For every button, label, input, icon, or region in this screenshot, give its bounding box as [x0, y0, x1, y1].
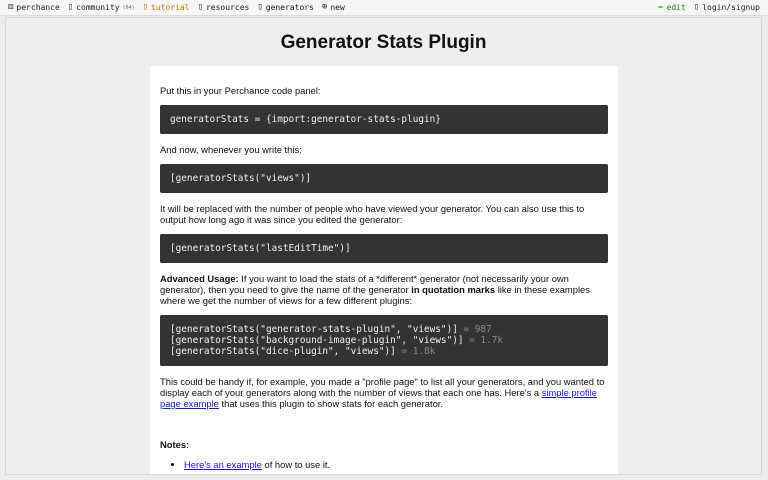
nav-edit[interactable] — [658, 3, 686, 12]
profile-text-part2: that uses this plugin to show stats for each generator. — [218, 398, 443, 409]
example-code: [generatorStats("background-image-plugin", "views")] — [170, 335, 464, 346]
example-line — [170, 324, 598, 335]
notes-list — [160, 459, 608, 470]
example-code: [generatorStats("generator-stats-plugin", "views")] — [170, 324, 458, 335]
tutorial-icon: ▯ — [142, 2, 149, 12]
code-block-import[interactable] — [160, 105, 608, 134]
nav-perchance[interactable] — [8, 3, 60, 12]
nav-community-label: community — [76, 3, 120, 12]
note-text: of how to use it. — [261, 459, 331, 470]
community-count-badge: (64) — [122, 4, 135, 11]
nav-resources-label: resources — [205, 3, 250, 12]
nav-new-label: new — [330, 3, 345, 12]
nav-new[interactable] — [322, 3, 345, 12]
note-item — [184, 459, 608, 470]
nav-tutorial[interactable] — [143, 3, 190, 12]
nav-left — [8, 3, 345, 12]
plus-circle-icon: ⊕ — [321, 2, 328, 12]
nav-generators-label: generators — [265, 3, 314, 12]
example-code: [generatorStats("dice-plugin", "views")] — [170, 346, 396, 357]
code-block-lastedit[interactable] — [160, 234, 608, 263]
generators-icon: ▯ — [257, 2, 263, 12]
example-result: = 1.7k — [463, 335, 504, 346]
code-import-line: generatorStats = {import:generator-stats-plugin} — [170, 114, 441, 125]
advanced-usage-part2: like in these examples where we get the number of views for a few different plugins: — [160, 284, 590, 306]
advanced-usage-label: Advanced Usage: — [160, 273, 239, 284]
profile-text-part1: This could be handy if, for example, you made a "profile page" to list all your generators, and you wanted to display each of your generators along with the number of views that each one has. Here's a — [160, 376, 605, 398]
community-icon: ▯ — [67, 2, 74, 12]
nav-resources[interactable] — [198, 3, 250, 12]
login-icon: ▯ — [693, 2, 700, 12]
nav-community[interactable] — [68, 3, 135, 12]
nav-perchance-label: perchance — [16, 3, 60, 12]
intro-text: Put this in your Perchance code panel: — [160, 85, 321, 96]
nav-generators[interactable] — [257, 3, 314, 12]
nav-login-label: login/signup — [702, 3, 760, 12]
example-line — [170, 335, 598, 346]
example-link[interactable]: Here's an example — [184, 459, 262, 470]
code-block-examples[interactable] — [160, 315, 608, 366]
example-line — [170, 346, 598, 357]
advanced-usage-bold: in quotation marks — [411, 284, 496, 295]
dice-icon: ⚄ — [8, 2, 14, 12]
nav-right — [658, 3, 760, 12]
code-block-views[interactable] — [160, 164, 608, 193]
advanced-usage-text — [160, 273, 608, 306]
page-container — [5, 17, 762, 475]
pencil-icon: ✏ — [658, 2, 664, 12]
profile-page-text — [160, 376, 608, 409]
profile-page-example-link[interactable]: simple profile page example — [160, 387, 597, 409]
page-title: Generator Stats Plugin — [280, 32, 487, 53]
notes-heading: Notes: — [160, 439, 190, 450]
example-result: = 987 — [457, 324, 492, 335]
top-nav-bar — [0, 0, 768, 16]
nav-tutorial-label: tutorial — [151, 3, 190, 12]
replacement-text: It will be replaced with the number of people who have viewed your generator. You can also use this to output how long ago it was since you edited the generator: — [160, 203, 585, 225]
usage-text: And now, whenever you write this: — [160, 144, 302, 155]
nav-login[interactable] — [694, 3, 760, 12]
example-result: = 1.8k — [395, 346, 436, 357]
code-lastedit-line: [generatorStats("lastEditTime")] — [170, 243, 351, 254]
code-views-line: [generatorStats("views")] — [170, 173, 312, 184]
content-card — [150, 66, 618, 475]
resources-icon: ▯ — [197, 2, 203, 12]
nav-edit-label: edit — [666, 3, 686, 12]
advanced-usage-part1: If you want to load the stats of a *different* generator (not necessarily your own generator), then you need to give the name of the generator — [160, 273, 569, 295]
